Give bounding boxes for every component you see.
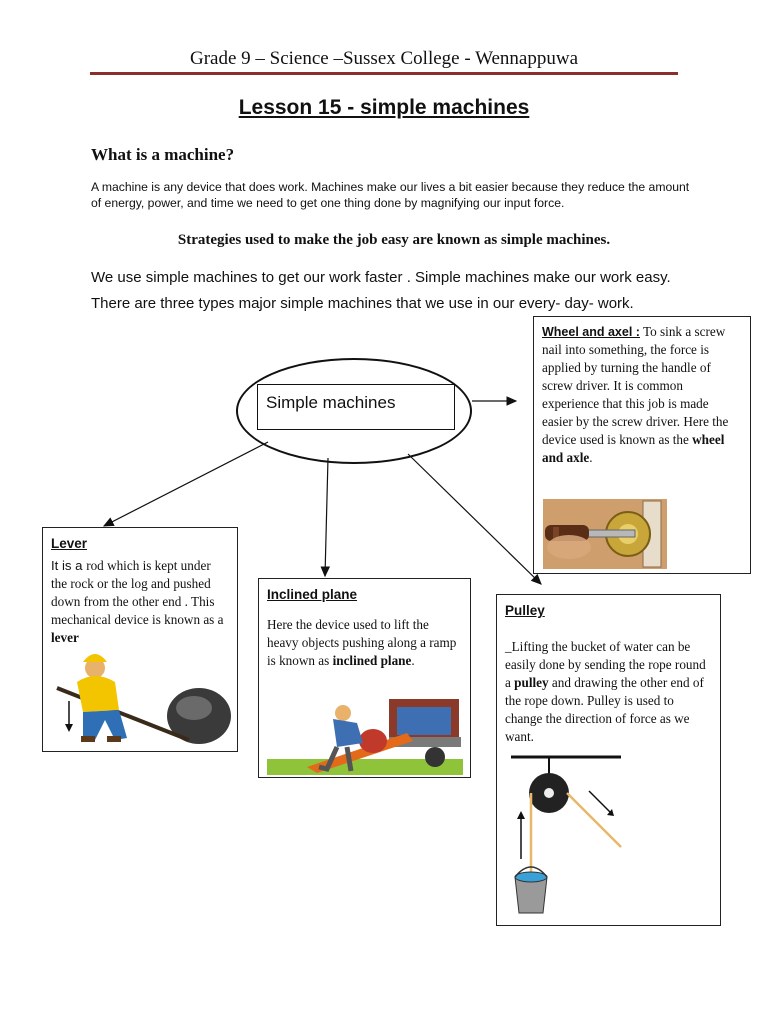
pulley-box: [496, 594, 721, 926]
inclined-plane-box: [258, 578, 471, 778]
inclined-plane-end: .: [411, 653, 415, 668]
pulley-body: _Lifting the bucket of water can be easily done by sending the rope round a: [505, 639, 706, 690]
inclined-plane-illustration: [267, 693, 463, 775]
intro-paragraph: We use simple machines to get our work faster . Simple machines make our work easy. There are three types major simple machines that we use in our every- day- work.: [91, 269, 671, 312]
wheel-axle-title: Wheel and axel :: [542, 325, 640, 339]
arrow-to-pulley: [408, 454, 541, 584]
arrow-to-inclined: [325, 458, 328, 576]
lever-illustration: [49, 646, 235, 750]
inclined-plane-body: Here the device used to lift the heavy objects pushing along a ramp is known as: [267, 617, 457, 668]
definition-text: A machine is any device that does work. Machines make our lives a bit easier because they reduce the amount of energy, power, and time we need to get one thing done by magnifying our input force.: [91, 180, 690, 210]
pulley-text: [505, 638, 712, 746]
pulley-end: and drawing the other end of the rope down. Pulley is used to change the direction of force as we want.: [505, 675, 704, 744]
pulley-term: pulley: [514, 675, 549, 690]
inclined-plane-title: Inclined plane: [267, 587, 358, 602]
inclined-plane-text: [267, 616, 462, 670]
wheel-axle-text: [542, 323, 742, 467]
wheel-axle-term: wheel and axle: [542, 432, 725, 465]
pulley-illustration: [511, 753, 711, 923]
pulley-title: Pulley: [505, 603, 545, 618]
lever-term: lever: [51, 630, 79, 645]
wheel-axle-body: To sink a screw nail into something, the force is applied by turning the handle of screw driver. It is common experience that this job is made easier by the screw driver. Here the device used is known as the: [542, 324, 729, 447]
lever-lead: It is a: [51, 558, 87, 573]
wheel-axle-end: .: [589, 450, 593, 465]
lever-box: [42, 527, 238, 752]
arrow-to-lever: [104, 442, 268, 526]
page-header: Grade 9 – Science –Sussex College - Wennappuwa: [189, 48, 579, 69]
screwdriver-illustration: [543, 499, 667, 569]
question-heading: What is a machine?: [91, 145, 235, 164]
lesson-title-text: Lesson 15 - simple machines: [238, 96, 530, 119]
lever-text: [51, 557, 229, 647]
lever-title: Lever: [51, 536, 88, 551]
center-label: Simple machines: [257, 384, 455, 430]
wheel-axle-box: [533, 316, 751, 574]
strategy-statement: Strategies used to make the job easy are known as simple machines.: [177, 232, 611, 248]
inclined-plane-term: inclined plane: [332, 653, 412, 668]
lever-body: rod which is kept under the rock or the log and pushed down from the other end . This mechanical device is known as a: [51, 558, 224, 627]
